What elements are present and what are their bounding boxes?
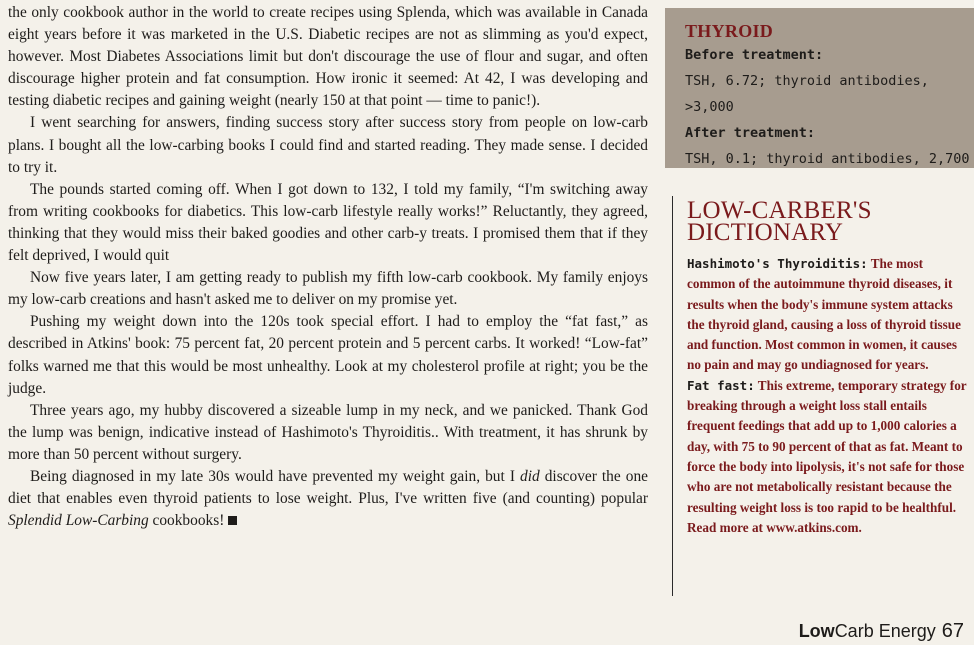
article-paragraph-2: I went searching for answers, finding success story after success story from people on low-carb plans. I bought all the low-carbing books I could find and started reading. They made sense. I decided to try it. (8, 114, 648, 176)
article-paragraph-7 (8, 466, 648, 532)
entry-def-hashimoto: The most common of the autoimmune thyroid diseases, it results when the body's immune system attacks the thyroid gland, causing a loss of thyroid tissue and function. Most common in women, it causes no pain and may go undiagnosed for years. (687, 256, 961, 373)
dictionary-title-line2: DICTIONARY (687, 219, 844, 246)
dictionary-body (687, 254, 972, 538)
thyroid-sidebar (665, 8, 974, 168)
p7-text-b: discover the one diet that enables even thyroid patients to lose weight. Plus, I've written five (and counting) popular (8, 467, 648, 508)
entry-def-fat-fast: This extreme, temporary strategy for breaking through a weight loss stall entails frequent feedings that add up to 1,000 calories a day, with 75 to 90 percent of that as fat. Meant to force the body into lipolysis, it's not safe for those who are not metabolically resistant because the resulting weight loss is too rapid to be healthful. Read more at www.atkins.com. (687, 377, 967, 535)
p7-text-a: Being diagnosed in my late 30s would have prevented my weight gain, but I (30, 467, 520, 485)
after-treatment-value: TSH, 0.1; thyroid antibodies, 2,700 (685, 151, 970, 167)
article-body (8, 2, 648, 532)
article-paragraph-5: Pushing my weight down into the 120s took special effort. I had to employ the “fat fast,” as described in Atkins' book: 75 percent fat, 20 percent protein and 5 percent carbs. It worked! “Low-fat” folks warned me that this would be most unhealthy. Look at my cholesterol profile at right; you be the judge. (8, 313, 648, 397)
p7-text-c: cookbooks! (148, 512, 225, 530)
article-paragraph-6: Three years ago, my hubby discovered a sizeable lump in my neck, and we panicked. Thank God the lump was benign, indicative instead of Hashimoto's Thyroiditis.. With treatment, it has shrunk by more than 50 percent without surgery. (8, 401, 648, 463)
after-treatment-label: After treatment: (685, 125, 816, 141)
before-treatment-label: Before treatment: (685, 47, 824, 63)
p7-book-title: Splendid Low-Carbing (8, 512, 149, 530)
magazine-brand-rest: Carb Energy (834, 621, 936, 641)
article-paragraph-4: Now five years later, I am getting ready to publish my fifth low-carb cookbook. My family enjoys my low-carb creations and hasn't asked me to deliver on my promise yet. (8, 269, 648, 309)
page-number: 67 (941, 620, 964, 642)
article-paragraph-1: the only cookbook author in the world to create recipes using Splenda, which was available in Canada eight years before it was marketed in the U.S. Diabetic recipes are not as slimming as you'd expect, however. Most Diabetes Associations limit but don't discourage the use of flour and sugar, and often discourage higher protein and fat consumption. How ironic it seemed: At 42, I was developing and testing diabetic recipes and gaining weight (nearly 150 at that point — time to panic!). (8, 4, 648, 110)
page-footer (799, 620, 964, 642)
article-paragraph-3: The pounds started coming off. When I got down to 132, I told my family, “I'm switching away from writing cookbooks for diabetics. This low-carb lifestyle really works!” Reluctantly, they agreed, thinking that they would miss their baked goodies and other carb-y treats. I promised them that if they felt deprived, I would quit (8, 180, 648, 265)
thyroid-title: THYROID (685, 21, 774, 41)
dictionary-title (687, 197, 972, 246)
entry-term-hashimoto: Hashimoto's Thyroiditis: (687, 256, 868, 271)
dictionary-sidebar (672, 196, 972, 596)
entry-term-fat-fast: Fat fast: (687, 377, 755, 393)
dictionary-title-line1: LOW-CARBER'S (687, 197, 872, 224)
end-mark-icon (228, 516, 237, 525)
before-treatment-value: TSH, 6.72; thyroid antibodies, >3,000 (685, 73, 929, 115)
magazine-brand-bold: Low (798, 621, 835, 641)
p7-emphasis: did (520, 467, 540, 485)
